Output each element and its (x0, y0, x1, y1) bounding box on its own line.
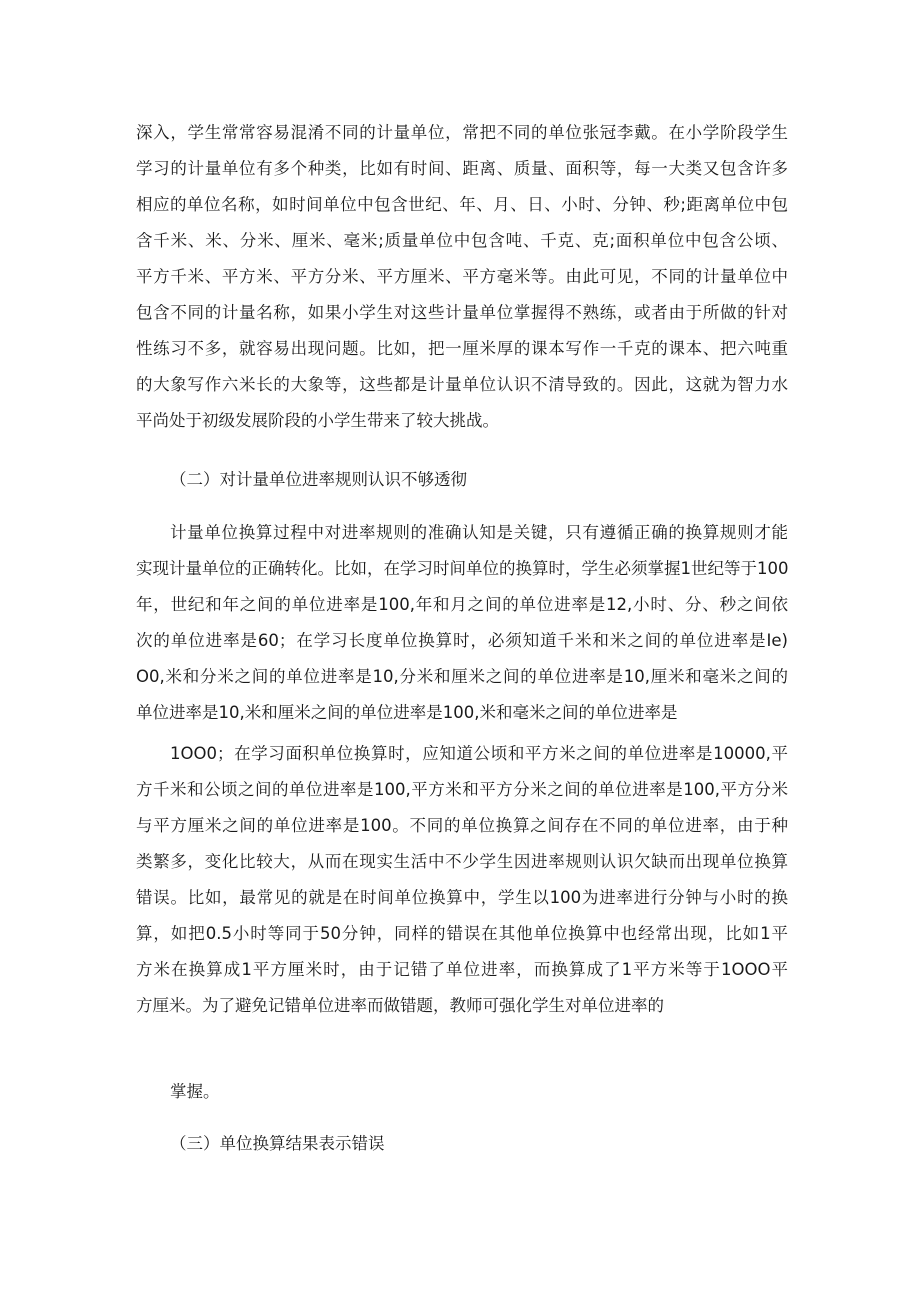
text-line: 深入，学生常常容易混淆不同的计量单位，常把不同的单位张冠李戴。在小学阶段学生 (136, 123, 788, 142)
text-line: 与平方厘米之间的单位进率是100。不同的单位换算之间存在不同的单位进率，由于种 (136, 816, 788, 835)
paragraph-area-units-cont (136, 772, 788, 1024)
text-line: 方米在换算成1平方厘米时，由于记错了单位进率，而换算成了1平方米等于1OOO平 (136, 960, 788, 979)
text-line: O0,米和分米之间的单位进率是10,分米和厘米之间的单位进率是10,厘米和毫米之间的 (136, 667, 788, 686)
section-heading-2: （二）对计量单位进率规则认识不够透彻 (170, 470, 467, 489)
text-line: 年，世纪和年之间的单位进率是100,年和月之间的单位进率是12,小时、分、秒之间依 (136, 595, 788, 614)
text-line: 的大象写作六米长的大象等，这些都是计量单位认识不清导致的。因此，这就为智力水 (136, 375, 788, 394)
section-heading-3: （三）单位换算结果表示错误 (170, 1134, 385, 1153)
paragraph-conversion-rules (136, 515, 788, 731)
text-line: 含千米、米、分米、厘米、毫米;质量单位中包含吨、千克、克;面积单位中包含公顷、 (136, 231, 788, 250)
paragraph-units-confusion (136, 115, 788, 439)
text-line: 方千米和公顷之间的单位进率是100,平方米和平方分米之间的单位进率是100,平方分米 (136, 780, 788, 799)
text-line: 单位进率是10,米和厘米之间的单位进率是100,米和毫米之间的单位进率是 (136, 703, 678, 722)
text-line: 性练习不多，就容易出现问题。比如，把一厘米厚的课本写作一千克的课本、把六吨重 (136, 339, 788, 358)
text-line: 平尚处于初级发展阶段的小学生带来了较大挑战。 (136, 411, 499, 430)
text-line: 平方千米、平方米、平方分米、平方厘米、平方毫米等。由此可见，不同的计量单位中 (136, 267, 788, 286)
text-line: 次的单位进率是60；在学习长度单位换算时，必须知道千米和米之间的单位进率是Ie) (136, 631, 788, 650)
text-line: 方厘米。为了避免记错单位进率而做错题，教师可强化学生对单位进率的 (136, 996, 664, 1015)
text-line: 学习的计量单位有多个种类，比如有时间、距离、质量、面积等，每一大类又包含许多 (136, 159, 788, 178)
paragraph-area-units (170, 736, 788, 772)
paragraph-mastery: 掌握。 (170, 1082, 220, 1101)
text-line: 实现计量单位的正确转化。比如，在学习时间单位的换算时，学生必须掌握1世纪等于100 (136, 559, 789, 578)
text-line: 计量单位换算过程中对进率规则的准确认知是关键，只有遵循正确的换算规则才能 (170, 523, 788, 542)
text-line: 相应的单位名称，如时间单位中包含世纪、年、月、日、小时、分钟、秒;距离单位中包 (136, 195, 788, 214)
text-line: 类繁多，变化比较大，从而在现实生活中不少学生因进率规则认识欠缺而出现单位换算 (136, 852, 788, 871)
text-line: 1OO0；在学习面积单位换算时，应知道公顷和平方米之间的单位进率是10000,平 (170, 744, 788, 763)
text-line: 算，如把0.5小时等同于50分钟，同样的错误在其他单位换算中也经常出现，比如1平 (136, 924, 788, 943)
text-line: 错误。比如，最常见的就是在时间单位换算中，学生以100为进率进行分钟与小时的换 (136, 888, 788, 907)
text-line: 包含不同的计量名称，如果小学生对这些计量单位掌握得不熟练，或者由于所做的针对 (136, 303, 788, 322)
